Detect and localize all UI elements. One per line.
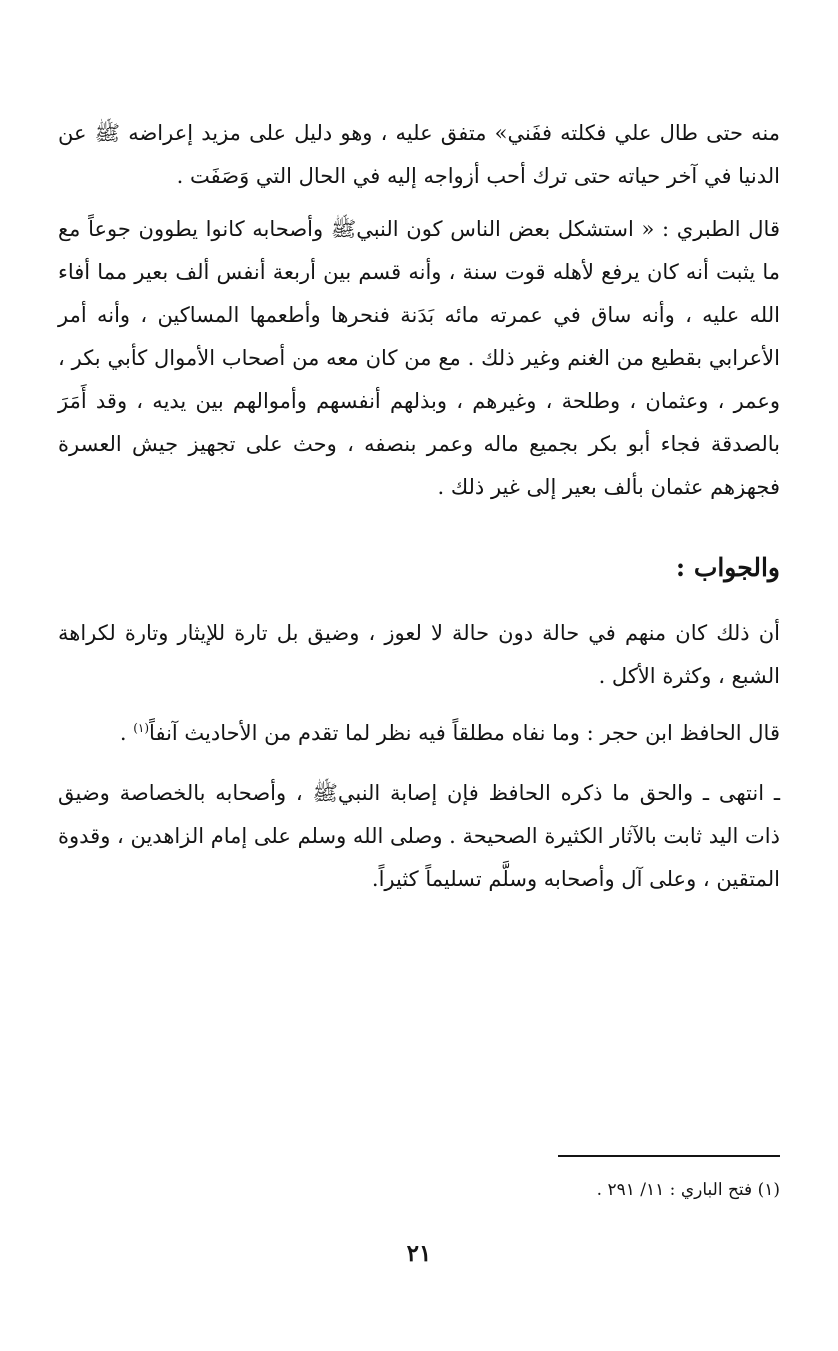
paragraph-conclusion — [58, 772, 780, 901]
paragraph-text: قال الطبري : « استشكل بعض الناس كون النبيﷺ وأصحابه كانوا يطوون جوعاً مع ما يثبت أنه كان يرفع لأهله قوت سنة ، وأنه قسم بين أربعة أنفس ألف بعير مما أفاء الله عليه ، وأنه ساق في عمرته مائه بَدَنة فنحرها وأطعمها المساكين ، وأنه أمر الأعرابي بقطيع من الغنم وغير ذلك . مع من كان معه من أصحاب الأموال كأبي بكر ، وعمر ، وعثمان ، وطلحة ، وغيرهم ، وبذلهم أنفسهم وأموالهم بين يديه ، وقد أَمَرَ بالصدقة فجاء أبو بكر بجميع ماله وعمر بنصفه ، وحث على تجهيز جيش العسرة فجهزهم عثمان بألف بعير إلى غير ذلك . — [58, 217, 780, 499]
hafiz-quote-text: قال الحافظ ابن حجر : وما نفاه مطلقاً فيه نظر لما تقدم من الأحاديث آنفاً — [149, 721, 780, 745]
footnote-marker: (١) — [133, 721, 150, 735]
hafiz-quote-end: . — [119, 721, 134, 745]
paragraph-tabari-quote — [58, 208, 780, 509]
paragraph-hafiz-quote — [58, 712, 780, 755]
answer-heading: والجواب : — [675, 553, 780, 582]
paragraph-answer — [58, 612, 780, 698]
paragraph-text: منه حتى طال علي فكلته ففَني» متفق عليه ، وهو دليل على مزيد إعراضه ﷺ عن الدنيا في آخر حياته حتى ترك أحب أزواجه إليه في الحال التي وَصَفَت . — [58, 121, 780, 188]
paragraph-renunciation — [58, 112, 780, 198]
paragraph-text — [58, 712, 780, 755]
paragraph-text: ـ انتهى ـ والحق ما ذكره الحافظ فإن إصابة النبيﷺ ، وأصحابه بالخصاصة وضيق ذات اليد ثابت بالآثار الكثيرة الصحيحة . وصلى الله وسلم على إمام الزاهدين ، وقدوة المتقين ، وعلى آل وأصحابه وسلَّم تسليماً كثيراً. — [58, 781, 780, 891]
page-number: ٢١ — [406, 1240, 432, 1267]
footnote-text: (١) فتح الباري : ١١/ ٢٩١ . — [596, 1180, 780, 1200]
footnote-separator — [558, 1155, 780, 1157]
paragraph-text: أن ذلك كان منهم في حالة دون حالة لا لعوز ، وضيق بل تارة للإيثار وتارة لكراهة الشبع ، وكثرة الأكل . — [58, 621, 780, 688]
